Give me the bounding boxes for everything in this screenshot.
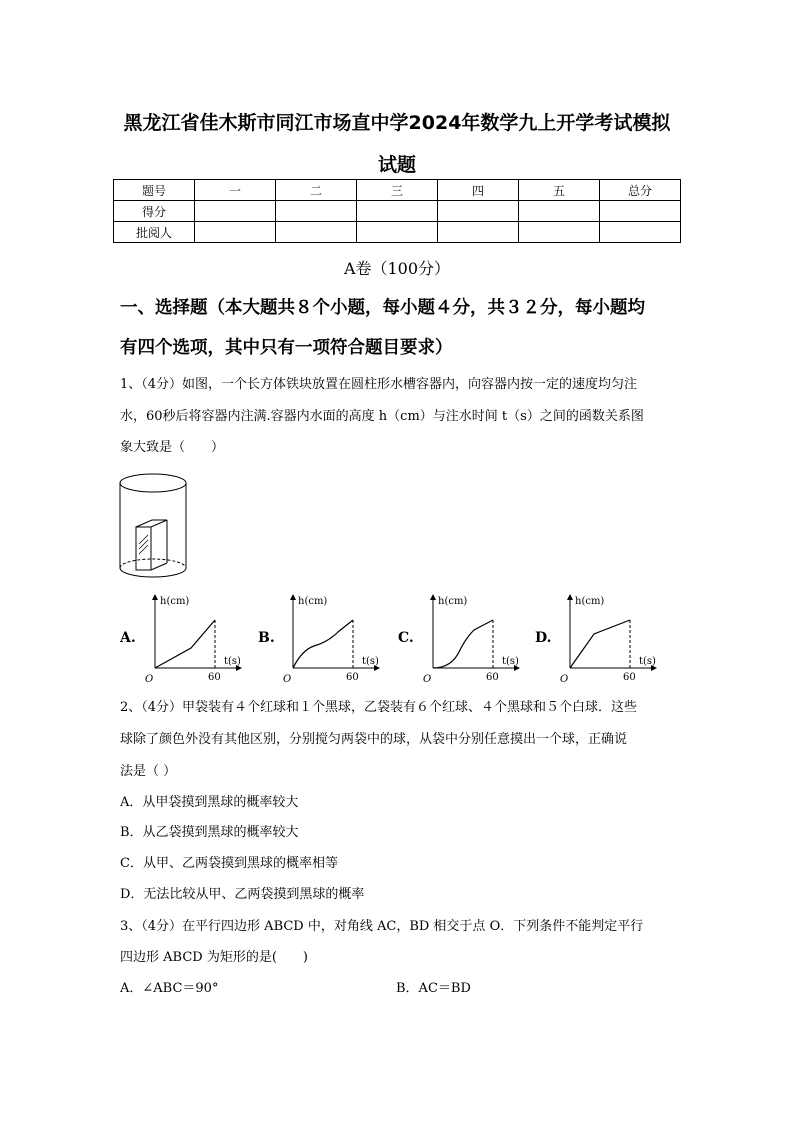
section-1-heading: 一、选择题（本大题共８个小题，每小题４分，共３２分，每小题均 [120,298,645,318]
header-cell: 一 [195,180,276,201]
question-1-text: 1、（4分）如图，一个长方体铁块放置在圆柱形水槽容器内，向容器内按一定的速度均匀注 [120,377,638,392]
page-title-continued: 试题 [377,154,416,176]
y-axis-arrow [152,594,158,600]
graph-curve [155,620,215,668]
x-tick-label: 60 [486,672,499,683]
question-1-text: 象大致是（ ） [120,440,225,455]
row-label-reviewer: 批阅人 [114,222,195,243]
function-graph [284,592,389,684]
header-cell: 五 [519,180,600,201]
question-2-text: 法是（ ） [120,764,177,779]
section-1-heading-continued: 有四个选项，其中只有一项符合题目要求） [120,338,453,358]
cylinder-figure [115,468,195,586]
origin-label: O [283,674,292,685]
question-2-text: 2、（4分）甲袋装有４个红球和１个黑球，乙袋装有６个红球、４个黑球和５个白球．这些 [120,700,638,715]
origin-label: O [560,674,569,685]
header-cell: 四 [438,180,519,201]
score-table [113,179,681,243]
page-title: 黑龙江省佳木斯市同江市场直中学2024年数学九上开学考试模拟 [123,112,671,134]
x-axis-label: t(s) [639,656,656,667]
table-header-row [114,180,681,201]
graph-curve [570,620,630,668]
graph-curve [433,620,493,668]
row-label-score: 得分 [114,201,195,222]
y-axis-arrow [567,594,573,600]
question-2-option-d: D．无法比较从甲、乙两袋摸到黑球的概率 [120,887,365,902]
x-tick-label: 60 [623,672,636,683]
header-cell: 三 [357,180,438,201]
graph-option-label: D. [535,630,552,646]
x-tick-label: 60 [346,672,359,683]
y-axis-arrow [290,594,296,600]
y-axis-label: h(cm) [575,596,605,607]
question-2-option-a: A．从甲袋摸到黑球的概率较大 [120,795,299,810]
y-axis-label: h(cm) [438,596,468,607]
header-cell: 二 [276,180,357,201]
x-axis-label: t(s) [502,656,519,667]
function-graph [424,592,529,684]
header-cell: 题号 [114,180,195,201]
y-axis-arrow [430,594,436,600]
table-row [114,222,681,243]
question-2-option-c: C．从甲、乙两袋摸到黑球的概率相等 [120,856,338,871]
y-axis-label: h(cm) [160,596,190,607]
table-row [114,201,681,222]
y-axis-label: h(cm) [298,596,328,607]
x-axis-label: t(s) [362,656,379,667]
origin-label: O [145,674,154,685]
origin-label: O [423,674,432,685]
question-3-text: 3、（4分）在平行四边形 ABCD 中，对角线 AC，BD 相交于点 O．下列条件不能判定平行 [120,919,644,934]
section-a-heading: A卷（100分） [343,259,451,278]
x-tick-label: 60 [208,672,221,683]
graph-option-label: A. [120,630,136,646]
graph-option-label: B. [258,630,275,646]
question-1-text: 水，60秒后将容器内注满.容器内水面的高度 h（cm）与注水时间 t（s）之间的函数关系图 [120,409,644,424]
graph-curve [293,620,353,668]
x-axis-label: t(s) [224,656,241,667]
question-3-text: 四边形 ABCD 为矩形的是( ) [120,950,308,965]
question-3-option-b: B．AC＝BD [396,981,471,996]
question-3-option-a: A．∠ABC＝90° [120,981,219,996]
question-2-option-b: B．从乙袋摸到黑球的概率较大 [120,825,299,840]
graph-option-label: C. [398,630,414,646]
function-graph [561,592,666,684]
question-2-text: 球除了颜色外没有其他区别，分别搅匀两袋中的球，从袋中分别任意摸出一个球，正确说 [120,732,628,747]
function-graph [146,592,251,684]
header-cell: 总分 [600,180,681,201]
